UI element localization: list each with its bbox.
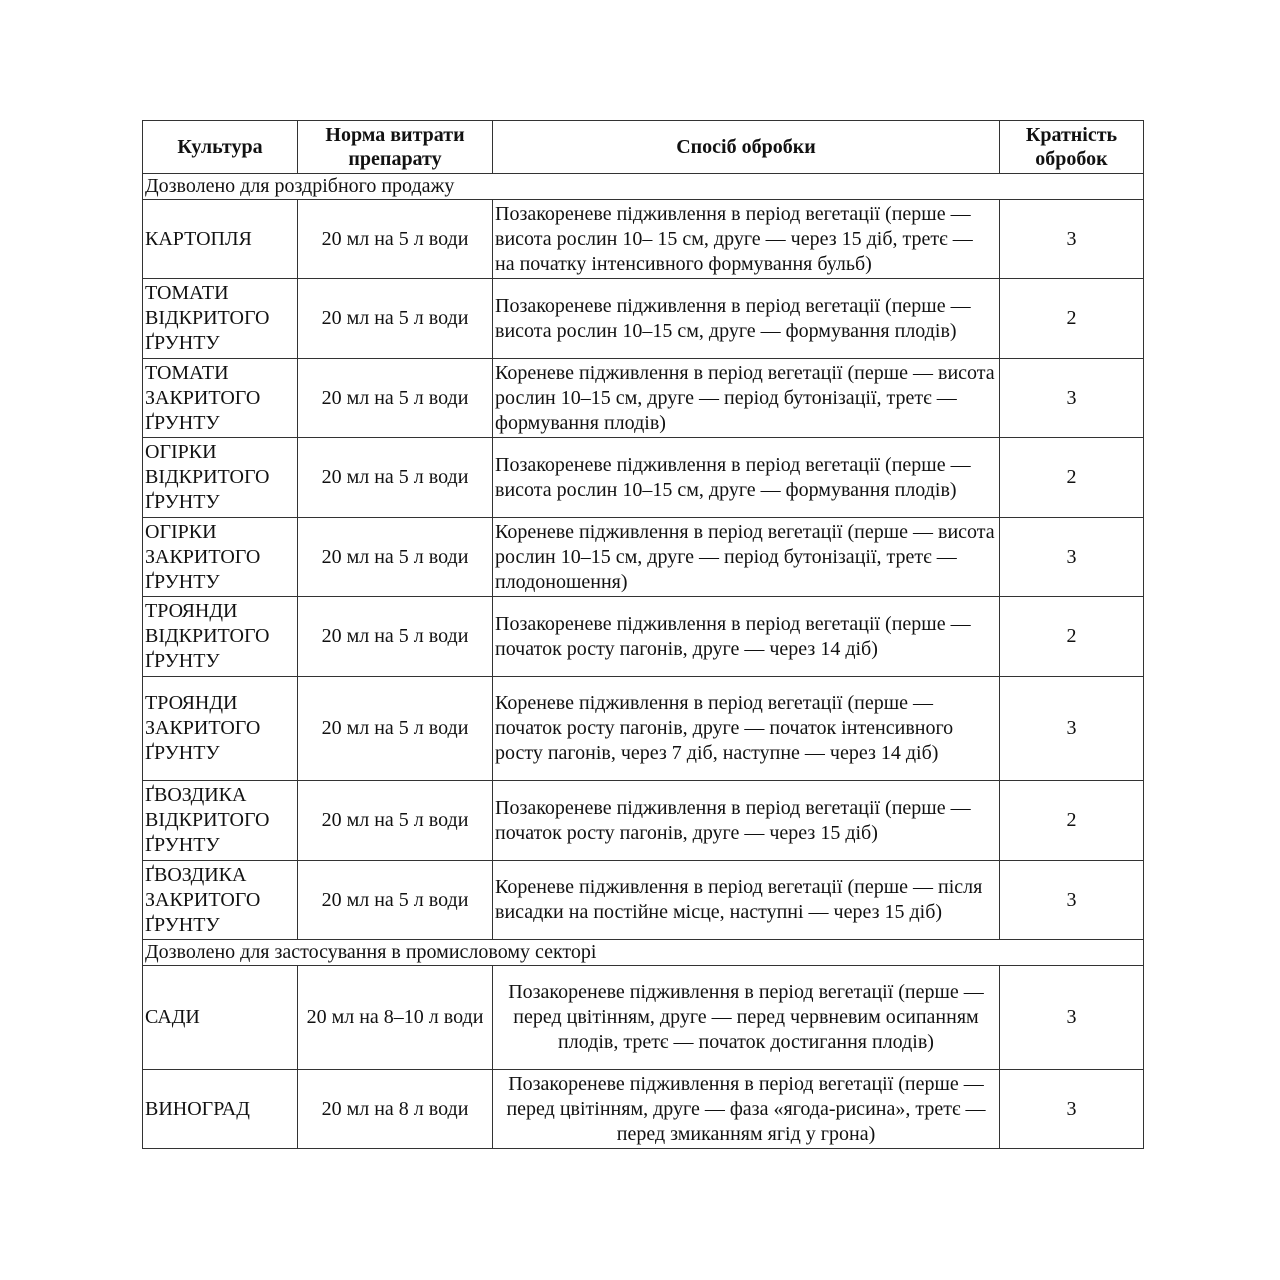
crop-cell: САДИ — [143, 966, 298, 1070]
crop-cell: ТРОЯНДИ ЗАКРИТОГО ҐРУНТУ — [143, 677, 298, 781]
count-cell: 3 — [1000, 966, 1144, 1070]
section-title: Дозволено для застосування в промисловому секторі — [143, 940, 1144, 966]
table-row — [143, 279, 1144, 359]
table-row — [143, 597, 1144, 677]
table-row — [143, 1070, 1144, 1149]
norm-cell: 20 мл на 5 л води — [298, 359, 493, 438]
table-row — [143, 781, 1144, 861]
header-row — [143, 121, 1144, 174]
count-cell: 3 — [1000, 518, 1144, 597]
count-cell: 2 — [1000, 781, 1144, 861]
crop-cell: КАРТОПЛЯ — [143, 200, 298, 279]
crop-cell: ОГІРКИ ВІДКРИТОГО ҐРУНТУ — [143, 438, 298, 518]
header-norm: Норма витрати препарату — [298, 121, 493, 174]
header-crop: Культура — [143, 121, 298, 174]
norm-cell: 20 мл на 5 л води — [298, 279, 493, 359]
method-cell: Позакореневе підживлення в період вегетації (перше — перед цвітінням, друге — перед червневим осипанням плодів, третє — початок достигання плодів) — [493, 966, 1000, 1070]
norm-cell: 20 мл на 8–10 л води — [298, 966, 493, 1070]
table-row — [143, 518, 1144, 597]
norm-cell: 20 мл на 5 л води — [298, 518, 493, 597]
treatment-table — [142, 120, 1144, 1149]
count-cell: 2 — [1000, 438, 1144, 518]
crop-cell: ВИНОГРАД — [143, 1070, 298, 1149]
count-cell: 3 — [1000, 861, 1144, 940]
count-cell: 3 — [1000, 200, 1144, 279]
count-cell: 3 — [1000, 677, 1144, 781]
table-row — [143, 861, 1144, 940]
method-cell: Кореневе підживлення в період вегетації (перше — висота рослин 10–15 см, друге — період бутонізації, третє — плодоношення) — [493, 518, 1000, 597]
table-row — [143, 359, 1144, 438]
crop-cell: ТОМАТИ ЗАКРИТОГО ҐРУНТУ — [143, 359, 298, 438]
method-cell: Кореневе підживлення в період вегетації (перше — початок росту пагонів, друге — початок інтенсивного росту пагонів, через 7 діб, наступне — через 14 діб) — [493, 677, 1000, 781]
norm-cell: 20 мл на 5 л води — [298, 438, 493, 518]
crop-cell: ҐВОЗДИКА ВІДКРИТОГО ҐРУНТУ — [143, 781, 298, 861]
method-cell: Позакореневе підживлення в період вегетації (перше — висота рослин 10–15 см, друге — формування плодів) — [493, 279, 1000, 359]
method-cell: Кореневе підживлення в період вегетації (перше — після висадки на постійне місце, наступні — через 15 діб) — [493, 861, 1000, 940]
method-cell: Позакореневе підживлення в період вегетації (перше — висота рослин 10–15 см, друге — формування плодів) — [493, 438, 1000, 518]
section-row-retail — [143, 174, 1144, 200]
method-cell: Позакореневе підживлення в період вегетації (перше — перед цвітінням, друге — фаза «ягода-рисина», третє — перед змиканням ягід у грона) — [493, 1070, 1000, 1149]
norm-cell: 20 мл на 5 л води — [298, 861, 493, 940]
section-title: Дозволено для роздрібного продажу — [143, 174, 1144, 200]
norm-cell: 20 мл на 5 л води — [298, 597, 493, 677]
table-row — [143, 438, 1144, 518]
crop-cell: ҐВОЗДИКА ЗАКРИТОГО ҐРУНТУ — [143, 861, 298, 940]
count-cell: 2 — [1000, 597, 1144, 677]
section-row-industrial — [143, 940, 1144, 966]
count-cell: 3 — [1000, 359, 1144, 438]
header-count: Кратність обробок — [1000, 121, 1144, 174]
method-cell: Позакореневе підживлення в період вегетації (перше — висота рослин 10– 15 см, друге — через 15 діб, третє — на початку інтенсивного формування бульб) — [493, 200, 1000, 279]
table-row — [143, 200, 1144, 279]
crop-cell: ТОМАТИ ВІДКРИТОГО ҐРУНТУ — [143, 279, 298, 359]
norm-cell: 20 мл на 5 л води — [298, 781, 493, 861]
method-cell: Позакореневе підживлення в період вегетації (перше — початок росту пагонів, друге — через 15 діб) — [493, 781, 1000, 861]
count-cell: 3 — [1000, 1070, 1144, 1149]
norm-cell: 20 мл на 5 л води — [298, 200, 493, 279]
count-cell: 2 — [1000, 279, 1144, 359]
header-method: Спосіб обробки — [493, 121, 1000, 174]
crop-cell: ТРОЯНДИ ВІДКРИТОГО ҐРУНТУ — [143, 597, 298, 677]
method-cell: Позакореневе підживлення в період вегетації (перше — початок росту пагонів, друге — через 14 діб) — [493, 597, 1000, 677]
norm-cell: 20 мл на 8 л води — [298, 1070, 493, 1149]
table-row — [143, 677, 1144, 781]
crop-cell: ОГІРКИ ЗАКРИТОГО ҐРУНТУ — [143, 518, 298, 597]
method-cell: Кореневе підживлення в період вегетації (перше — висота рослин 10–15 см, друге — період бутонізації, третє — формування плодів) — [493, 359, 1000, 438]
norm-cell: 20 мл на 5 л води — [298, 677, 493, 781]
table-row — [143, 966, 1144, 1070]
